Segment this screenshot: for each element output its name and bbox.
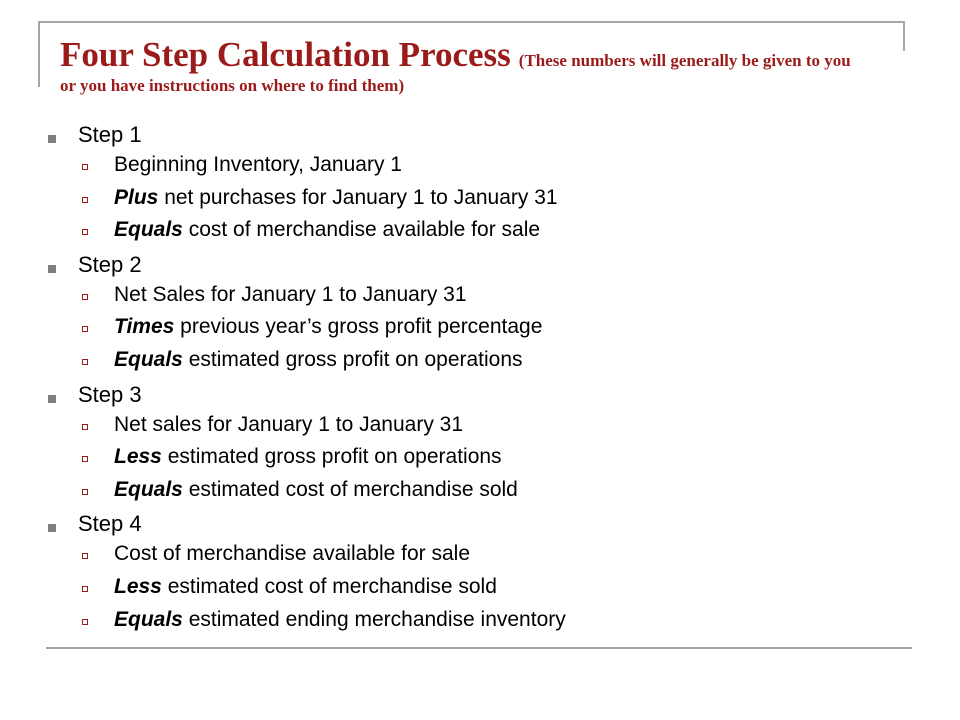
step-2-heading [48,248,928,280]
item-text: estimated cost of merchandise sold [182,477,518,501]
list-item [48,572,928,605]
hollow-square-bullet-icon [82,553,88,559]
list-item [48,475,928,508]
step-4-label: Step 4 [78,511,142,537]
item-keyword: Equals [114,477,183,501]
step-4-heading [48,507,928,539]
item-keyword: Equals [114,218,183,242]
item-text: Cost of merchandise available for sale [114,542,471,566]
item-text: estimated cost of merchandise sold [161,574,497,598]
list-item [48,312,928,345]
hollow-square-bullet-icon [82,489,88,495]
list-item [48,215,928,248]
step-4 [48,507,928,637]
item-text: estimated gross profit on operations [182,347,523,371]
step-3-label: Step 3 [78,381,142,407]
item-keyword: Less [114,574,162,598]
list-item [48,605,928,638]
item-text: Beginning Inventory, January 1 [114,153,402,176]
item-keyword: Times [114,315,175,339]
hollow-square-bullet-icon [82,326,88,332]
list-item [48,539,928,572]
list-item [48,410,928,443]
hollow-square-bullet-icon [82,424,88,430]
square-bullet-icon [48,395,56,403]
slide-title-main: Four Step Calculation Process [60,35,511,74]
list-item [48,183,928,216]
hollow-square-bullet-icon [82,197,88,203]
step-2-label: Step 2 [78,251,142,277]
step-1-heading [48,118,928,150]
list-item [48,442,928,475]
hollow-square-bullet-icon [82,294,88,300]
hollow-square-bullet-icon [82,619,88,625]
slide-body [48,118,928,637]
frame-right-rule [903,21,905,51]
list-item [48,345,928,378]
item-text: Net Sales for January 1 to January 31 [114,282,467,306]
step-1-label: Step 1 [78,122,142,147]
item-keyword: Less [114,445,162,469]
slide-title-note-line2: or you have instructions on where to find them) [60,75,405,95]
slide-title [60,36,900,95]
hollow-square-bullet-icon [82,456,88,462]
item-text: cost of merchandise available for sale [182,218,541,242]
item-text: estimated gross profit on operations [161,445,502,469]
step-3 [48,378,928,508]
list-item [48,150,928,183]
step-1 [48,118,928,248]
slide-title-note-line1: (These numbers will generally be given to you [518,51,851,70]
step-3-heading [48,378,928,410]
item-text: previous year’s gross profit percentage [174,315,543,339]
frame-left-rule [38,21,40,87]
item-keyword: Equals [114,607,183,631]
item-keyword: Plus [114,185,159,209]
item-text: estimated ending merchandise inventory [182,607,566,631]
frame-top-rule [38,21,905,23]
square-bullet-icon [48,135,56,143]
square-bullet-icon [48,265,56,273]
item-keyword: Equals [114,347,183,371]
step-2 [48,248,928,378]
frame-bottom-rule [46,647,912,649]
square-bullet-icon [48,524,56,532]
hollow-square-bullet-icon [82,229,88,235]
list-item [48,280,928,313]
hollow-square-bullet-icon [82,164,88,170]
hollow-square-bullet-icon [82,586,88,592]
item-text: Net sales for January 1 to January 31 [114,412,464,436]
item-text: net purchases for January 1 to January 31 [158,185,558,209]
hollow-square-bullet-icon [82,359,88,365]
